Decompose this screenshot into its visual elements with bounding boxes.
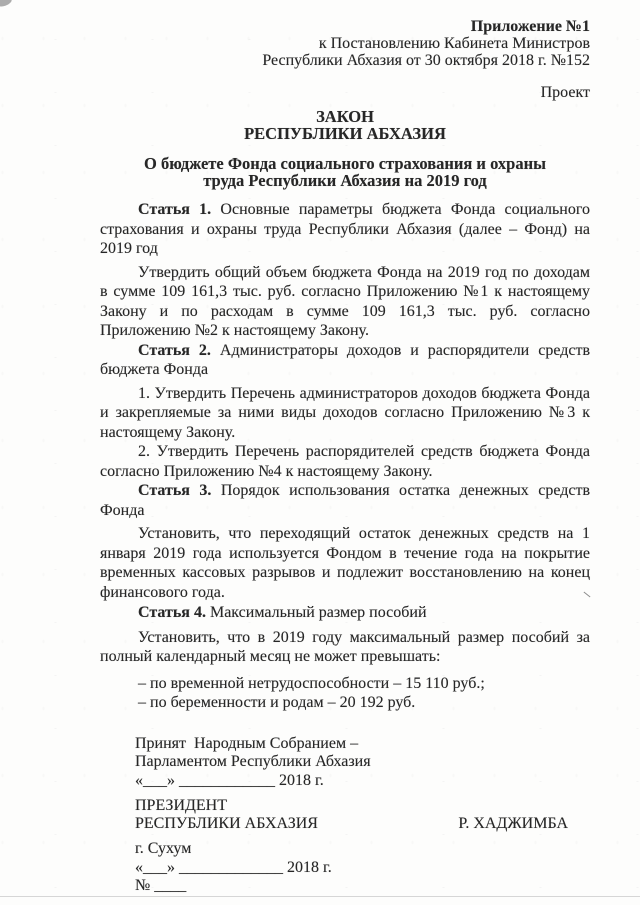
appendix-block <box>100 18 590 69</box>
article-2-heading <box>100 341 590 380</box>
president-name: Р. ХАДЖИМБА <box>458 815 568 832</box>
adoption-block <box>135 735 590 791</box>
article-2-number: Статья 2. <box>138 341 211 359</box>
decree-reference-line-2: Республики Абхазия от 30 октября 2018 г. №152 <box>262 52 590 69</box>
benefit-item-disability: – по временной нетрудоспособности – 15 110 руб.; <box>138 674 485 692</box>
law-title-line-2: РЕСПУБЛИКИ АБХАЗИЯ <box>244 124 446 143</box>
benefit-list <box>138 674 590 713</box>
article-4-paragraph: Установить, что в 2019 году максимальный размер пособий за полный календарный месяц не может превышать: <box>100 628 590 665</box>
appendix-label: Приложение №1 <box>470 18 590 35</box>
adopted-by-line-2: Парламентом Республики Абхазия <box>135 753 371 770</box>
adopted-by-line-1: Принят Народным Собранием – <box>135 734 359 752</box>
article-3-title: Порядок использования остатка денежных средств Фонда <box>100 482 591 519</box>
article-4-heading <box>100 603 590 623</box>
article-3-paragraph: Установить, что переходящий остаток денежных средств на 1 января 2019 года используется Фондом в течение года на покрытие временных кассовых разрывов и подлежит восстановлению на конец финансового года. <box>100 525 590 601</box>
article-3-heading <box>100 481 590 520</box>
president-title-line-1: ПРЕЗИДЕНТ <box>135 797 228 814</box>
signature-number-line: № ____ <box>135 877 187 894</box>
article-1-number: Статья 1. <box>138 201 212 218</box>
president-title-line-2: РЕСПУБЛИКИ АБХАЗИЯ <box>135 815 318 832</box>
law-title-line-1: ЗАКОН <box>316 107 374 126</box>
adoption-date-line: «___» ____________ 2018 г. <box>135 771 324 789</box>
article-2-item-1: 1. Утвердить Перечень администраторов доходов бюджета Фонда и закрепляемые за ними виды доходов согласно Приложению №3 к настоящему Закону. <box>100 384 590 441</box>
article-1-heading <box>100 200 590 259</box>
signature-city: г. Сухум <box>135 840 192 857</box>
draft-label: Проект <box>540 84 590 101</box>
scan-edge-line <box>0 896 640 897</box>
benefit-item-maternity: – по беременности и родам – 20 192 руб. <box>138 694 416 711</box>
article-3-number: Статья 3. <box>138 482 212 499</box>
signature-place-block <box>135 840 590 896</box>
article-4-number: Статья 4. <box>138 604 206 621</box>
article-1-title: Основные параметры бюджета Фонда социального страхования и охраны труда Республики Абхазия (далее – Фонд) на 2019 год <box>100 201 591 257</box>
president-signature-row <box>135 797 568 833</box>
article-2-item-2: 2. Утвердить Перечень распорядителей средств бюджета Фонда согласно Приложению №4 к настоящему Закону. <box>100 443 590 480</box>
law-title <box>100 108 590 142</box>
article-4-title: Максимальный размер пособий <box>209 604 427 621</box>
article-2-title: Администраторы доходов и распорядители средств бюджета Фонда <box>100 341 591 378</box>
law-subject: О бюджете Фонда социального страхования и охраны труда Республики Абхазия на 2019 год <box>144 154 546 190</box>
decree-reference-line-1: к Постановлению Кабинета Министров <box>318 35 590 52</box>
article-1-paragraph: Утвердить общий объем бюджета Фонда на 2019 год по доходам в сумме 109 161,3 тыс. руб. согласно Приложению №1 к настоящему Закону и по расходам в сумме 109 161,3 тыс. руб. согласно Приложению №2 к настоящему Закону. <box>100 263 590 339</box>
signature-date-line: «___» _____________ 2018 г. <box>135 858 332 876</box>
president-title <box>135 797 318 833</box>
